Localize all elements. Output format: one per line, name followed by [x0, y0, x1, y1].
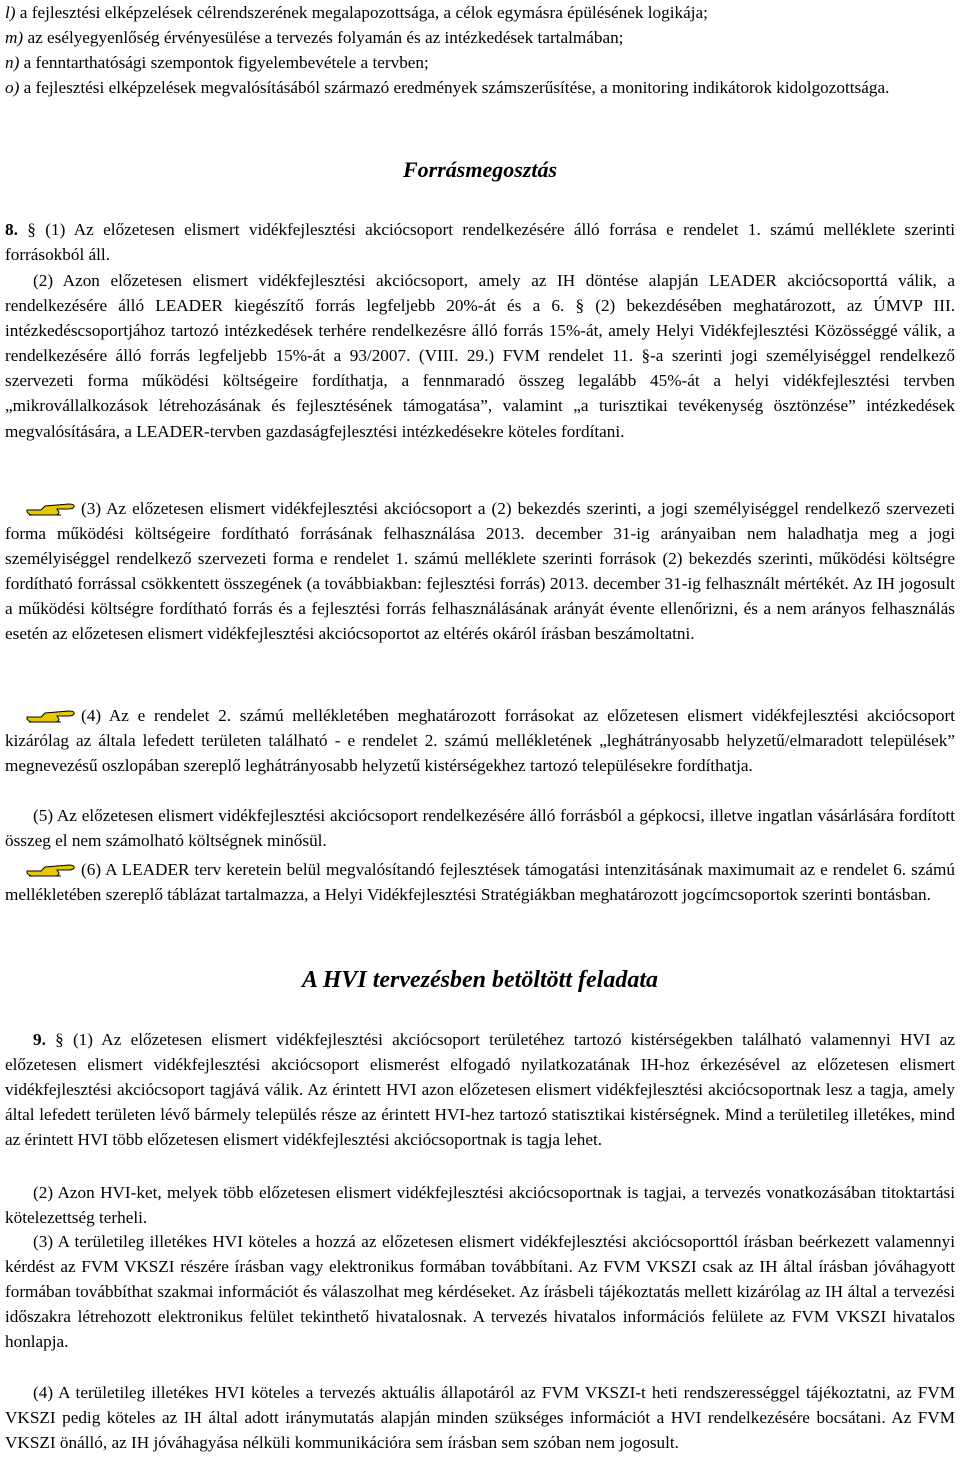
- section-heading-hvi-feladata: A HVI tervezésben betöltött feladata: [302, 967, 658, 993]
- list-marker-o: o): [5, 78, 20, 98]
- section-9-text-2: (2) Azon HVI-ket, melyek több előzetesen elismert vidékfejlesztési akciócsoportnak is tagjai, a tervezés vonatkozásában titoktartási kötelezettség terheli.: [5, 1183, 955, 1228]
- list-text-l: a fejlesztési elképzelések célrendszerének megalapozottsága, a célok egymásra épülésének logikája;: [15, 3, 708, 22]
- list-items: [5, 0, 955, 100]
- section-9-paragraph-2: [5, 1180, 955, 1230]
- section-9-paragraph-3: [5, 1229, 955, 1354]
- list-text-n: a fenntarthatósági szempontok figyelembevétele a tervben;: [19, 53, 429, 73]
- section-8-paragraph-6: [5, 857, 955, 907]
- section-9-text-4: (4) A területileg illetékes HVI köteles a tervezés aktuális állapotáról az FVM VKSZI-t heti rendszerességgel tájékoztatni, az FVM VKSZI pedig köteles az IH által adott iránymutatás alapján minden szükséges információt a HVI rendelkezésére bocsátani. Az FVM VKSZI önálló, az IH jóváhagyása nélküli kommunikációra sem írásban sem szóban nem jogosult.: [5, 1383, 955, 1453]
- section-9-text-1: § (1) Az előzetesen elismert vidékfejlesztési akciócsoport területéhez tartozó kistérségekben található valamennyi HVI az előzetesen elismert vidékfejlesztési akciócsoport elismerést elfogadó nyilatkozatának IH-hoz érkezésével az előzetesen elismert vidékfejlesztési akciócsoport tagjává válik. Az érintett HVI azon előzetesen elismert vidékfejlesztési akciócsoportnak lesz a tagja, amely által lefedett területen lévő bármely település része az érintett HVI-hez tartozó statisztikai kistérségnek. Mind a területileg illetékes, mind az érintett HVI több előzetesen elismert vidékfejlesztési akciócsoportnak is tagja lehet.: [5, 1030, 955, 1150]
- section-9-text-3: (3) A területileg illetékes HVI köteles a hozzá az előzetesen elismert vidékfejlesztési akciócsoporttól írásban beérkezett valamennyi kérdést az FVM VKSZI részére írásban vagy elektronikus formában továbbítani. Az FVM VKSZI csak az IH által írásban jóváhagyott formában továbbíthat szakmai információt és válaszolhat meg kérdéseket. Az írásbeli tájékoztatás mellett kizárólag az IH által a tervezési időszakra létrehozott elektronikus felület tekinthető hivatalosnak. A tervezés hivatalos információs felülete az FVM VKSZI hivatalos honlapja.: [5, 1232, 955, 1352]
- list-marker-l: l): [5, 3, 16, 22]
- section-9-number: 9.: [33, 1030, 46, 1049]
- section-8-text-1: § (1) Az előzetesen elismert vidékfejlesztési akciócsoport rendelkezésére álló forrása e rendelet 1. számú melléklete szerinti forrásokból áll.: [5, 220, 955, 265]
- section-8-paragraph-1: [5, 217, 955, 267]
- list-marker-m: m): [5, 28, 24, 48]
- section-9-paragraph-4: [5, 1380, 955, 1455]
- section-8-text-5: (5) Az előzetesen elismert vidékfejlesztési akciócsoport rendelkezésére álló forrásból a gépkocsi, illetve ingatlan vásárlására fordított összeg el nem számolható költségnek minősül.: [5, 806, 955, 851]
- list-marker-n: n): [5, 53, 20, 73]
- section-8-paragraph-2: [5, 268, 955, 444]
- amendment-hand-icon: [25, 497, 77, 517]
- section-8-paragraph-3: [5, 496, 955, 647]
- amendment-hand-icon: [25, 858, 77, 878]
- section-8-text-4: (4) Az e rendelet 2. számú mellékletében meghatározott forrásokat az előzetesen elismert vidékfejlesztési akciócsoport kizárólag az általa lefedett területen található - e rendelet 2. számú mellékletének „leghátrányosabb helyzetű/elmaradott települések” megnevezésű oszlopában szereplő leghátrányosabb helyzetű kistérségekhez tartozó településekre fordíthatja.: [5, 706, 955, 776]
- section-8-text-6: (6) A LEADER terv keretein belül megvalósítandó fejlesztések támogatási intenzitásának maximumait az e rendelet 6. számú mellékletében szereplő táblázat tartalmazza, a Helyi Vidékfejlesztési Stratégiákban meghatározott jogcímcsoportok szerinti bontásban.: [5, 860, 955, 905]
- section-8-paragraph-5: [5, 803, 955, 853]
- section-heading-forrasmegosztas: Forrásmegosztás: [402, 157, 558, 182]
- section-9-paragraph-1: [5, 1027, 955, 1152]
- section-8-number: 8.: [5, 220, 18, 239]
- list-text-o: a fejlesztési elképzelések megvalósításából származó eredmények számszerűsítése, a monitoring indikátorok kidolgozottsága.: [19, 78, 890, 98]
- section-8-text-2: (2) Azon előzetesen elismert vidékfejlesztési akciócsoport, amely az IH döntése alapján LEADER akciócsoporttá válik, a rendelkezésére álló LEADER kiegészítő forrás legfeljebb 20%-át és a 6. § (2) bekezdésében meghatározott, az ÚMVP III. intézkedéscsoportjához tartozó intézkedések terhére rendelkezésre álló forrás 15%-át, amely Helyi Vidékfejlesztési Közösséggé válik, a rendelkezésére álló forrás legfeljebb 15%-át a 93/2007. (VIII. 29.) FVM rendelet 11. §-a szerinti jogi személyiséggel rendelkező szervezeti forma működési költségeire fordíthatja, a fennmaradó összeg legalább 45%-át a helyi vidékfejlesztési tervben „mikrovállalkozások létrehozásának és fejlesztésének támogatása”, valamint „a turisztikai tevékenység ösztönzése” intézkedések megvalósítására, a LEADER-tervben gazdaságfejlesztési intézkedésekre köteles fordítani.: [5, 271, 955, 441]
- list-text-m: az esélyegyenlőség érvényesülése a tervezés folyamán és az intézkedések tartalmában;: [23, 28, 624, 48]
- section-8-text-3: (3) Az előzetesen elismert vidékfejlesztési akciócsoport a (2) bekezdés szerinti, a jogi személyiséggel rendelkező szervezeti forma működési költségeire fordítható forrásának felhasználása 2013. december 31-ig arányaiban nem haladhatja meg a jogi személyiséggel rendelkező szervezeti forma e rendelet 1. számú melléklete szerinti források (2) bekezdés szerinti, működési költségre fordítható forrással csökkentett összegének (a továbbiakban: fejlesztési forrás) 2013. december 31-ig felhasznált mértékét. Az IH jogosult a működési költségre fordítható forrás és a fejlesztési forrás felhasználásának arányát évente ellenőrizni, és a nem arányos felhasználás esetén az előzetesen elismert vidékfejlesztési akciócsoportot az eltérés okáról írásban beszámoltatni.: [5, 499, 955, 644]
- amendment-hand-icon: [25, 704, 77, 724]
- section-8-paragraph-4: [5, 703, 955, 778]
